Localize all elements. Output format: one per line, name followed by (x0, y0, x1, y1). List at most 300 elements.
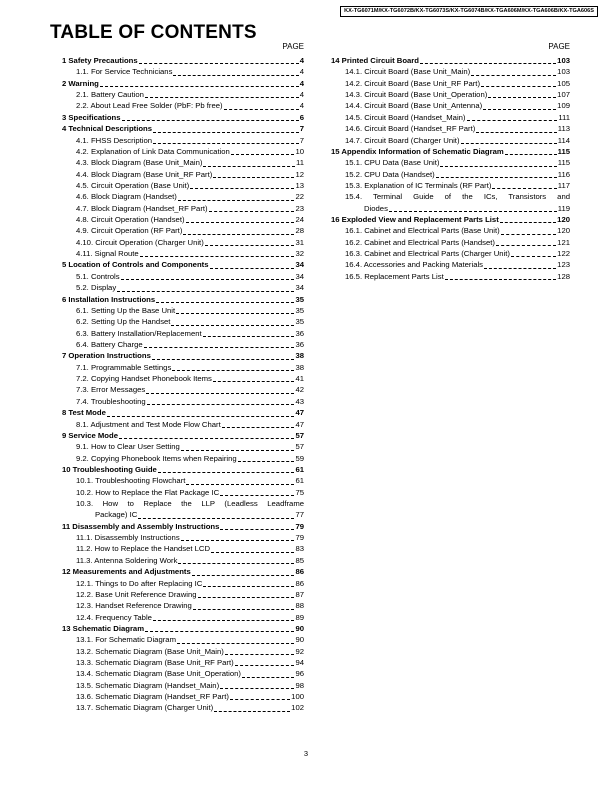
toc-entry-title: 16.5. Replacement Parts List (345, 271, 444, 281)
toc-entry[interactable] (56, 589, 304, 600)
toc-entry-title: 15.4. Terminal Guide of the ICs, Transistors and (345, 192, 570, 202)
toc-entry[interactable] (56, 248, 304, 259)
dot-leader (198, 597, 295, 598)
toc-entry-title: 4.4. Block Diagram (Base Unit_RF Part) (76, 169, 213, 179)
toc-entry-title-continued: Diodes (364, 203, 388, 213)
toc-entry-title: 12.4. Frequency Table (76, 612, 152, 622)
toc-entry[interactable] (325, 157, 570, 168)
toc-entry[interactable] (56, 373, 304, 384)
toc-entry-title: 7.4. Troubleshooting (76, 396, 146, 406)
toc-entry-title: 10.3. How to Replace the LLP (Leadless Leadframe (76, 499, 304, 509)
toc-entry[interactable] (56, 135, 304, 146)
toc-entry[interactable] (325, 191, 570, 214)
toc-entry[interactable] (56, 191, 304, 202)
toc-entry-title: 13.2. Schematic Diagram (Base Unit_Main) (76, 646, 224, 656)
page-title: TABLE OF CONTENTS (50, 22, 257, 43)
toc-entry[interactable] (56, 646, 304, 657)
toc-entry-page: 35 (295, 317, 304, 327)
toc-entry-page: 86 (295, 567, 304, 577)
toc-entry-title: 14.4. Circuit Board (Base Unit_Antenna) (345, 101, 483, 111)
toc-section[interactable] (56, 55, 304, 66)
toc-entry-page: 94 (295, 658, 304, 668)
toc-column-right (325, 41, 570, 282)
toc-entry-page: 100 (291, 692, 304, 702)
toc-entry-title: 15.3. Explanation of IC Terminals (RF Part) (345, 180, 492, 190)
dot-leader (231, 154, 295, 155)
toc-entry-page: 119 (557, 203, 570, 213)
dot-leader (467, 120, 558, 121)
dot-leader (156, 302, 294, 303)
toc-entry-title: 7.1. Programmable Settings (76, 362, 172, 372)
toc-entry[interactable] (325, 100, 570, 111)
toc-entry-title: 10 Troubleshooting Guide (62, 464, 157, 474)
toc-entry-title: 4 Technical Descriptions (62, 124, 153, 134)
toc-entry[interactable] (56, 487, 304, 498)
toc-entry-page: 88 (295, 601, 304, 611)
toc-entry[interactable] (56, 498, 304, 521)
toc-entry[interactable] (56, 305, 304, 316)
toc-entry-page: 120 (557, 215, 570, 225)
toc-entry[interactable] (56, 600, 304, 611)
dot-leader (492, 188, 556, 189)
toc-entry-page: 89 (295, 612, 304, 622)
toc-section[interactable] (56, 464, 304, 475)
dot-leader (144, 347, 295, 348)
toc-entry[interactable] (56, 612, 304, 623)
toc-entry[interactable] (56, 180, 304, 191)
toc-entry-title: 13.4. Schematic Diagram (Base Unit_Operation) (76, 669, 241, 679)
toc-entry[interactable] (56, 339, 304, 350)
toc-entry-page: 38 (295, 351, 304, 361)
toc-entry-title: 4.2. Explanation of Link Data Communication (76, 146, 230, 156)
toc-entry-page: 105 (557, 78, 570, 88)
toc-entry-page: 83 (295, 544, 304, 554)
toc-entry-title: 5.2. Display (76, 283, 117, 293)
toc-entry-title: 4.11. Signal Route (76, 249, 139, 259)
toc-entry-page: 113 (557, 124, 570, 134)
toc-entry-title: 11 Disassembly and Assembly Instructions (62, 521, 220, 531)
toc-entry-title: 14.7. Circuit Board (Charger Unit) (345, 135, 460, 145)
toc-entry-page: 103 (557, 56, 570, 65)
toc-entry[interactable] (56, 702, 304, 713)
toc-entry-title: 13.3. Schematic Diagram (Base Unit_RF Part) (76, 658, 234, 668)
dot-leader (192, 575, 295, 576)
toc-entry[interactable] (325, 66, 570, 77)
dot-leader (121, 279, 295, 280)
dot-leader (203, 336, 295, 337)
toc-entry-title: 13.5. Schematic Diagram (Handset_Main) (76, 680, 220, 690)
toc-entry[interactable] (325, 123, 570, 134)
dot-leader (461, 143, 557, 144)
toc-entry-title: 1.1. For Service Technicians (76, 67, 173, 77)
toc-entry-page: 109 (557, 101, 570, 111)
toc-entry-title: 13.6. Schematic Diagram (Handset_RF Part) (76, 692, 229, 702)
page-number: 3 (303, 749, 309, 758)
toc-entry[interactable] (56, 396, 304, 407)
dot-leader (230, 699, 290, 700)
toc-column-left (56, 41, 304, 714)
dot-leader (145, 97, 299, 98)
toc-entry-page: 116 (557, 169, 570, 179)
toc-section[interactable] (56, 259, 304, 270)
toc-entry[interactable] (56, 543, 304, 554)
toc-entry-page: 38 (295, 362, 304, 372)
toc-entry-page: 90 (295, 635, 304, 645)
toc-entry-page: 24 (295, 215, 304, 225)
toc-entry[interactable] (325, 237, 570, 248)
toc-entry-title: 8 Test Mode (62, 408, 106, 418)
toc-entry-page: 86 (295, 578, 304, 588)
dot-leader (203, 166, 295, 167)
dot-leader (146, 393, 294, 394)
dot-leader (152, 359, 295, 360)
toc-section[interactable] (56, 407, 304, 418)
toc-entry-page: 36 (295, 328, 304, 338)
dot-leader (153, 620, 295, 621)
toc-entry-page: 4 (299, 56, 304, 65)
dot-leader (190, 188, 294, 189)
toc-entry-title: 2.1. Battery Caution (76, 90, 144, 100)
dot-leader (172, 370, 294, 371)
toc-entry-page: 34 (295, 271, 304, 281)
toc-entry-page: 35 (295, 294, 304, 304)
toc-entry-title: 14.6. Circuit Board (Handset_RF Part) (345, 124, 476, 134)
page-column-label: PAGE (548, 42, 570, 51)
dot-leader (173, 75, 298, 76)
toc-entry-title: 8.1. Adjustment and Test Mode Flow Chart (76, 419, 221, 429)
toc-entry[interactable] (56, 316, 304, 327)
toc-section[interactable] (325, 214, 570, 225)
dot-leader (181, 540, 295, 541)
toc-entry-title: 13.7. Schematic Diagram (Charger Unit) (76, 703, 214, 713)
toc-section[interactable] (56, 78, 304, 89)
toc-entry-page: 123 (557, 260, 570, 270)
toc-entry-page: 23 (295, 203, 304, 213)
toc-entry-page: 22 (295, 192, 304, 202)
toc-entry[interactable] (56, 146, 304, 157)
dot-leader (203, 586, 294, 587)
dot-leader (193, 609, 295, 610)
toc-entry-page: 115 (557, 158, 570, 168)
toc-entry[interactable] (325, 248, 570, 259)
toc-section[interactable] (56, 430, 304, 441)
toc-entry-title: 10.2. How to Replace the Flat Package IC (76, 487, 220, 497)
toc-section[interactable] (56, 521, 304, 532)
toc-entry-page: 75 (295, 487, 304, 497)
dot-leader (177, 643, 294, 644)
toc-entry-title: 11.3. Antenna Soldering Work (76, 555, 178, 565)
toc-entry-title: 12.1. Things to Do after Replacing IC (76, 578, 203, 588)
dot-leader (119, 438, 294, 439)
dot-leader (153, 132, 299, 133)
dot-leader (140, 256, 295, 257)
toc-entry-title: 14.1. Circuit Board (Base Unit_Main) (345, 67, 471, 77)
toc-entry[interactable] (56, 237, 304, 248)
dot-leader (139, 63, 299, 64)
toc-entry[interactable] (325, 225, 570, 236)
toc-entry[interactable] (56, 532, 304, 543)
dot-leader (178, 563, 294, 564)
toc-entry-page: 79 (295, 533, 304, 543)
toc-entry-page: 115 (557, 146, 570, 156)
toc-entry-page: 42 (295, 385, 304, 395)
toc-entry-page: 102 (291, 703, 304, 713)
toc-entry[interactable] (56, 578, 304, 589)
toc-entry-title: 9.2. Copying Phonebook Items when Repairing (76, 453, 237, 463)
toc-entry-page: 87 (295, 589, 304, 599)
toc-entry-page: 7 (299, 135, 304, 145)
toc-entry-title: 4.9. Circuit Operation (RF Part) (76, 226, 183, 236)
dot-leader (138, 518, 294, 519)
toc-entry-title: 6.1. Setting Up the Base Unit (76, 305, 176, 315)
toc-entry-title: 4.1. FHSS Description (76, 135, 153, 145)
dot-leader (483, 109, 556, 110)
dot-leader (471, 75, 556, 76)
toc-entry[interactable] (325, 135, 570, 146)
dot-leader (171, 325, 294, 326)
dot-leader (222, 427, 295, 428)
toc-section[interactable] (56, 123, 304, 134)
toc-entry-title: 4.6. Block Diagram (Handset) (76, 192, 177, 202)
dot-leader (420, 63, 556, 64)
dot-leader (107, 416, 295, 417)
toc-entry[interactable] (56, 668, 304, 679)
toc-entry-page: 41 (295, 374, 304, 384)
model-header: KX-TG6071M/KX-TG6072B/KX-TG6073S/KX-TG6074B/KX-TGA606M/KX-TGA606B/KX-TGA606S (340, 6, 598, 17)
dot-leader (235, 665, 295, 666)
toc-entry-title: 7 Operation Instructions (62, 351, 151, 361)
toc-entry-title: 15.1. CPU Data (Base Unit) (345, 158, 440, 168)
dot-leader (440, 166, 556, 167)
toc-entry-page: 34 (295, 260, 304, 270)
toc-entry-title: 16.1. Cabinet and Electrical Parts (Base Unit) (345, 226, 500, 236)
dot-leader (210, 268, 295, 269)
toc-entry-page: 128 (557, 271, 570, 281)
toc-entry-title: 4.8. Circuit Operation (Handset) (76, 215, 185, 225)
toc-entry-page: 10 (295, 146, 304, 156)
toc-entry-page: 13 (295, 180, 304, 190)
toc-entry-title: 4.10. Circuit Operation (Charger Unit) (76, 237, 204, 247)
toc-entry-title: 14.5. Circuit Board (Handset_Main) (345, 112, 466, 122)
toc-entry-page: 28 (295, 226, 304, 236)
toc-entry-page: 61 (295, 464, 304, 474)
toc-entry-page: 4 (299, 67, 304, 77)
toc-entry-title: 5.1. Controls (76, 271, 120, 281)
toc-entry-title: 10.1. Troubleshooting Flowchart (76, 476, 186, 486)
toc-entry-title: 14.3. Circuit Board (Base Unit_Operation) (345, 90, 488, 100)
toc-entry-title: 2.2. About Lead Free Solder (PbF: Pb free) (76, 101, 223, 111)
toc-entry-page: 11 (296, 158, 304, 168)
toc-entry-page: 120 (557, 226, 570, 236)
toc-entry-title: 14.2. Circuit Board (Base Unit_RF Part) (345, 78, 481, 88)
toc-entry-page: 47 (295, 419, 304, 429)
dot-leader (220, 688, 294, 689)
toc-entry[interactable] (325, 180, 570, 191)
dot-leader (511, 256, 556, 257)
dot-leader (122, 120, 299, 121)
toc-section[interactable] (56, 350, 304, 361)
toc-entry[interactable] (325, 169, 570, 180)
toc-entry-title: 13.1. For Schematic Diagram (76, 635, 176, 645)
page-column-label: PAGE (282, 42, 304, 51)
toc-entry-page: 114 (557, 135, 570, 145)
dot-leader (238, 461, 295, 462)
toc-section[interactable] (56, 566, 304, 577)
toc-entry-page: 85 (295, 555, 304, 565)
toc-section[interactable] (56, 112, 304, 123)
toc-entry-page: 107 (557, 90, 570, 100)
toc-entry-page: 4 (299, 101, 304, 111)
toc-entry-page: 36 (295, 339, 304, 349)
toc-entry-page: 32 (295, 249, 304, 259)
toc-entry-page: 7 (299, 124, 304, 134)
toc-entry-title: 13 Schematic Diagram (62, 623, 145, 633)
toc-entry[interactable] (56, 634, 304, 645)
dot-leader (205, 245, 295, 246)
toc-entry[interactable] (56, 691, 304, 702)
dot-leader (225, 654, 295, 655)
toc-entry-page: 90 (295, 623, 304, 633)
dot-leader (488, 97, 556, 98)
toc-entry-title: 6 Installation Instructions (62, 294, 156, 304)
toc-entry-page: 57 (295, 442, 304, 452)
dot-leader (436, 177, 557, 178)
toc-entry-title: 7.3. Error Messages (76, 385, 146, 395)
toc-entry-page: 79 (295, 521, 304, 531)
toc-entry-page: 4 (299, 90, 304, 100)
dot-leader (153, 143, 299, 144)
dot-leader (176, 313, 294, 314)
toc-entry-page: 59 (295, 453, 304, 463)
toc-entry[interactable] (56, 169, 304, 180)
toc-section[interactable] (325, 55, 570, 66)
dot-leader (220, 495, 294, 496)
toc-entry-page: 122 (557, 249, 570, 259)
dot-leader (505, 154, 557, 155)
toc-entry[interactable] (56, 419, 304, 430)
dot-leader (445, 279, 556, 280)
toc-entry-page: 92 (295, 646, 304, 656)
dot-leader (209, 211, 295, 212)
toc-section[interactable] (56, 623, 304, 634)
dot-leader (224, 109, 299, 110)
dot-leader (389, 211, 557, 212)
dot-leader (178, 200, 295, 201)
toc-entry[interactable] (325, 112, 570, 123)
toc-entry-title: 4.7. Block Diagram (Handset_RF Part) (76, 203, 208, 213)
toc-entry-title-continued: Package) IC (95, 510, 138, 520)
dot-leader (496, 245, 556, 246)
toc-entry-page: 111 (558, 112, 570, 122)
dot-leader (214, 711, 290, 712)
toc-entry[interactable] (56, 362, 304, 373)
dot-leader (484, 268, 556, 269)
toc-entry[interactable] (56, 89, 304, 100)
toc-list-left (56, 55, 304, 714)
toc-entry-title: 16.2. Cabinet and Electrical Parts (Handset) (345, 237, 495, 247)
toc-entry[interactable] (325, 271, 570, 282)
toc-entry-title: 16.3. Cabinet and Electrical Parts (Charger Unit) (345, 249, 510, 259)
dot-leader (186, 222, 295, 223)
dot-leader (100, 86, 299, 87)
toc-entry-title: 5 Location of Controls and Components (62, 260, 209, 270)
toc-entry-page: 31 (295, 237, 304, 247)
dot-leader (158, 472, 295, 473)
toc-entry-title: 4.3. Block Diagram (Base Unit_Main) (76, 158, 203, 168)
dot-leader (242, 677, 295, 678)
toc-entry-page: 117 (557, 180, 570, 190)
dot-leader (145, 631, 294, 632)
toc-entry-title: 14 Printed Circuit Board (331, 56, 419, 65)
toc-entry[interactable] (56, 203, 304, 214)
toc-entry[interactable] (56, 100, 304, 111)
toc-entry[interactable] (56, 225, 304, 236)
toc-entry-title: 9 Service Mode (62, 430, 118, 440)
toc-entry-title: 6.3. Battery Installation/Replacement (76, 328, 202, 338)
toc-entry-page: 4 (299, 78, 304, 88)
toc-entry-page: 103 (557, 67, 570, 77)
dot-leader (181, 450, 295, 451)
toc-entry[interactable] (325, 78, 570, 89)
dot-leader (501, 234, 556, 235)
toc-entry-title: 15 Appendix Information of Schematic Diagram (331, 146, 504, 156)
toc-entry-title: 11.2. How to Replace the Handset LCD (76, 544, 211, 554)
toc-entry-title: 1 Safety Precautions (62, 56, 138, 65)
toc-entry[interactable] (325, 89, 570, 100)
toc-entry[interactable] (56, 441, 304, 452)
toc-entry-page: 35 (295, 305, 304, 315)
dot-leader (213, 381, 295, 382)
toc-entry[interactable] (56, 66, 304, 77)
toc-entry-title: 3 Specifications (62, 112, 121, 122)
toc-section[interactable] (325, 146, 570, 157)
toc-entry-page: 61 (295, 476, 304, 486)
dot-leader (476, 132, 556, 133)
toc-list-right (325, 55, 570, 282)
toc-entry[interactable] (56, 657, 304, 668)
toc-entry[interactable] (56, 282, 304, 293)
toc-entry[interactable] (56, 475, 304, 486)
toc-entry-page: 12 (295, 169, 304, 179)
toc-section[interactable] (56, 294, 304, 305)
toc-entry-page: 57 (295, 430, 304, 440)
toc-entry-title: 6.4. Battery Charge (76, 339, 143, 349)
dot-leader (220, 529, 294, 530)
toc-entry-title: 11.1. Disassembly Instructions (76, 533, 180, 543)
toc-entry-title: 12.3. Handset Reference Drawing (76, 601, 192, 611)
toc-entry[interactable] (56, 328, 304, 339)
dot-leader (481, 86, 556, 87)
dot-leader (213, 177, 294, 178)
toc-entry[interactable] (56, 555, 304, 566)
toc-entry[interactable] (56, 214, 304, 225)
toc-entry-title: 16.4. Accessories and Packing Materials (345, 260, 484, 270)
toc-entry-title: 2 Warning (62, 78, 99, 88)
dot-leader (186, 484, 294, 485)
toc-entry-title: 12.2. Base Unit Reference Drawing (76, 589, 197, 599)
toc-entry[interactable] (56, 271, 304, 282)
toc-entry[interactable] (56, 453, 304, 464)
toc-entry-page: 43 (295, 396, 304, 406)
toc-entry[interactable] (56, 384, 304, 395)
toc-entry-title: 9.1. How to Clear User Setting (76, 442, 180, 452)
dot-leader (117, 291, 294, 292)
toc-entry[interactable] (56, 680, 304, 691)
toc-entry[interactable] (56, 157, 304, 168)
toc-entry-page: 6 (299, 112, 304, 122)
toc-entry[interactable] (325, 259, 570, 270)
toc-entry-page: 47 (295, 408, 304, 418)
